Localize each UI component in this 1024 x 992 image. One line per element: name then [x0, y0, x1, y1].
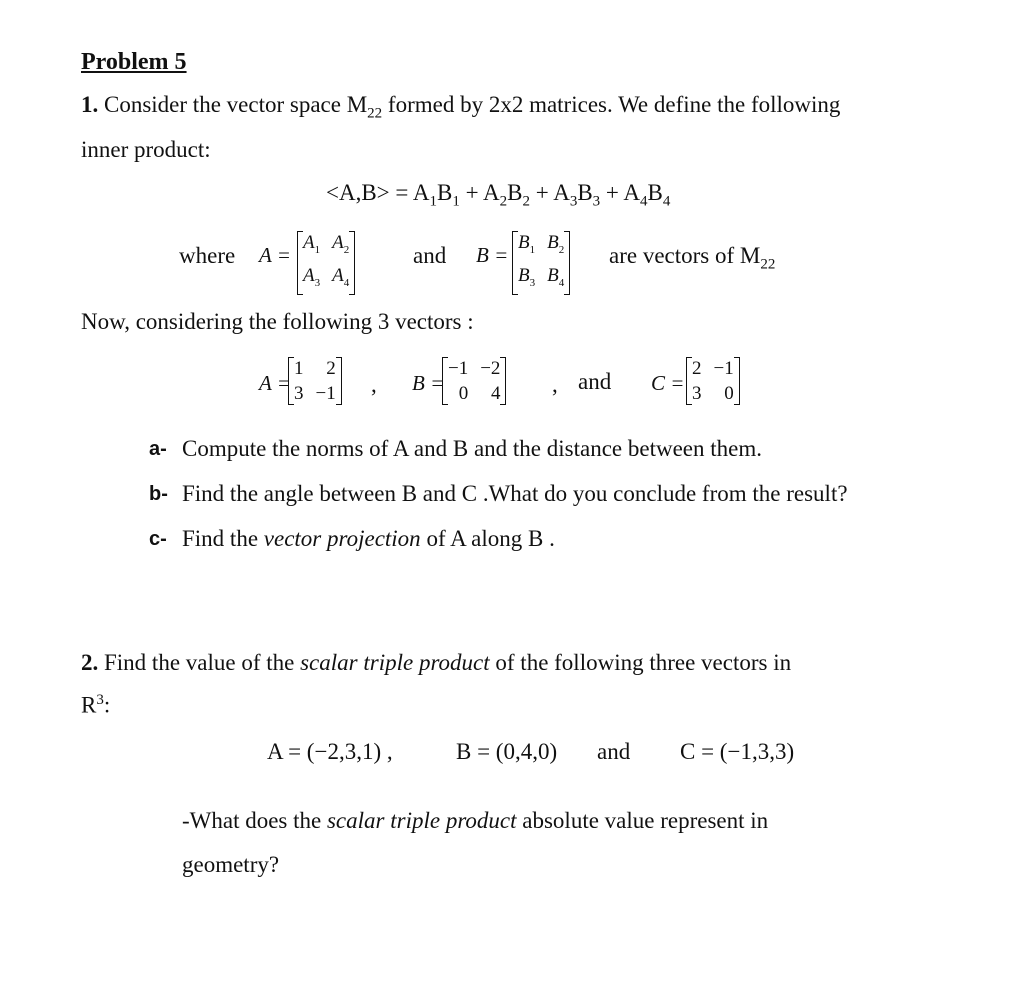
formula-term: A: [553, 180, 570, 205]
formula-sub: 2: [499, 193, 508, 210]
question-c-post: of A along B .: [420, 526, 555, 551]
vecB-entry: 4: [490, 383, 501, 404]
p1-intro-text: Consider the vector space M: [104, 92, 368, 117]
formula-sub: 4: [640, 193, 648, 210]
matB-entry: $B_1$: [518, 232, 536, 256]
vecB-entry: −2: [480, 358, 501, 379]
p2-vecA: A = (−2,3,1) ,: [267, 739, 393, 764]
and-label-2: and: [578, 369, 612, 394]
inner-product-formula: [326, 180, 670, 211]
vecA-entry: −1: [315, 383, 336, 404]
formula-term: A: [412, 180, 430, 205]
p2-question-pre: -What does the: [182, 808, 327, 833]
are-vectors-label: are vectors of M: [609, 243, 761, 268]
matA-entry: $A_4$: [332, 264, 350, 289]
vecC-entry: 2: [692, 358, 702, 379]
p2-colon: :: [103, 692, 111, 718]
p2-R: R: [81, 692, 97, 718]
formula-sub: 1: [429, 193, 437, 210]
formula-sub: 3: [569, 193, 578, 210]
question-c-text: [182, 526, 555, 552]
matA-entry: $A_3$: [303, 264, 321, 289]
vecB-entry: −1: [448, 358, 469, 379]
vecA-entry: 1: [294, 358, 304, 379]
p2-question-post: absolute value represent in: [516, 808, 769, 833]
p1-intro-line2: inner product:: [81, 137, 211, 162]
p2-vecB: B = (0,4,0): [456, 739, 558, 764]
vecB-entry: 0: [458, 383, 469, 404]
and-label: and: [413, 243, 447, 268]
comma: ,: [552, 372, 558, 397]
vecB-label: B =: [412, 371, 445, 395]
where-label: where: [179, 243, 236, 268]
matA-entry: $A_2$: [332, 232, 350, 256]
question-a-text: Compute the norms of A and B and the distance between them.: [182, 436, 762, 461]
question-c-label: c-: [149, 528, 167, 550]
matA-label: A =: [259, 243, 291, 267]
formula-op: +: [459, 180, 484, 205]
matB-entry: $B_2$: [547, 232, 565, 256]
p2-line2: [81, 692, 110, 719]
question-a-label: a-: [149, 438, 167, 460]
formula-term: B: [577, 180, 593, 205]
matrix-B-numeric: [442, 356, 506, 406]
question-c-pre: Find the: [182, 526, 264, 551]
p2-line1-pre: Find the value of the: [98, 650, 301, 675]
p2-vecC: C = (−1,3,3): [680, 739, 795, 764]
p1-intro-text-rest: formed by 2x2 matrices. We define the following: [382, 92, 841, 117]
formula-term: A: [623, 180, 640, 205]
problem-title: Problem 5: [81, 49, 187, 75]
are-vectors-text: [609, 243, 775, 274]
matB-entry: $B_4$: [547, 264, 565, 289]
matrix-A-symbolic: [297, 230, 355, 296]
formula-sub: 1: [452, 193, 460, 210]
formula-term: B: [436, 180, 453, 205]
matB-label: B =: [476, 243, 509, 267]
vecA-entry: 3: [294, 383, 304, 404]
comma: ,: [371, 372, 377, 397]
p2-line1: [81, 650, 791, 676]
p1-intro-line1: [81, 92, 840, 123]
p1-number: 1.: [81, 92, 99, 117]
formula-op: +: [530, 180, 554, 205]
formula-sub: 3: [592, 193, 601, 210]
p2-question-line1: [182, 808, 768, 834]
vecA-entry: 2: [326, 358, 336, 379]
p2-line1-italic: scalar triple product: [300, 650, 490, 675]
formula-op: +: [600, 180, 624, 205]
p2-question-italic: scalar triple product: [326, 808, 517, 833]
question-b-label: b-: [149, 483, 168, 505]
matB-entry: $B_3$: [518, 264, 536, 289]
formula-sub: 4: [662, 193, 671, 210]
p2-and: and: [597, 739, 631, 764]
formula-term: B: [647, 180, 663, 205]
vecC-entry: 3: [692, 383, 702, 404]
formula-sub: 2: [522, 193, 530, 210]
p2-R-sup: 3: [96, 692, 104, 708]
formula-lhs: <A,B> =: [326, 180, 413, 205]
question-b-text: Find the angle between B and C .What do you conclude from the result?: [182, 481, 848, 506]
vecC-entry: 0: [724, 383, 734, 404]
now-considering: Now, considering the following 3 vectors :: [81, 309, 474, 334]
matrix-A-numeric: [288, 356, 342, 406]
formula-term: B: [507, 180, 523, 205]
are-vectors-sub: 22: [760, 256, 776, 273]
vecC-label: C =: [651, 371, 685, 395]
p1-space-sub: 22: [367, 105, 383, 122]
vecC-entry: −1: [713, 358, 734, 379]
p2-question-line2: geometry?: [182, 852, 280, 877]
p2-number: 2.: [81, 650, 99, 675]
matrix-B-symbolic: [512, 230, 570, 296]
matA-entry: $A_1$: [303, 232, 321, 256]
p2-line1-post: of the following three vectors in: [489, 650, 792, 675]
question-c-italic: vector projection: [263, 526, 421, 551]
vecA-label: A =: [259, 371, 291, 395]
matrix-C-numeric: [686, 356, 740, 406]
formula-term: A: [483, 180, 500, 205]
